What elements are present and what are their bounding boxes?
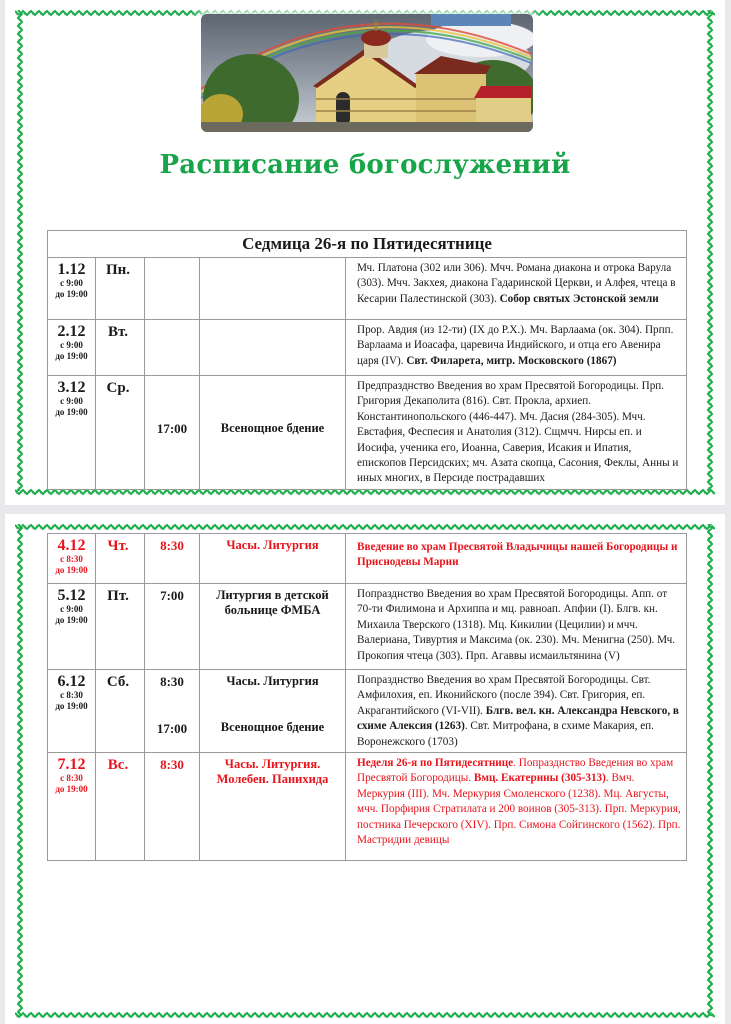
- weekday: Пт.: [96, 584, 145, 670]
- service-name: Всенощное бдение: [220, 720, 325, 734]
- date-cell: [48, 534, 96, 584]
- schedule-table-part-1: [47, 230, 687, 490]
- date: 5.12: [57, 587, 86, 604]
- service-time: 8:30: [160, 757, 184, 773]
- church-rainbow-photo: [201, 14, 533, 132]
- day-row: [48, 258, 687, 320]
- day-row: [48, 753, 687, 861]
- service-time-cell: [145, 534, 200, 584]
- hours-to: до 19:00: [55, 289, 88, 299]
- service-name-cell: [200, 534, 346, 584]
- saints-text: . Вмч. Меркурия (III). Мч. Меркурия Смоленского (1238). Мц. Августы, мчч. Порфирия Стратилата и 200 воинов (305-313). Прп. Меркурия, постника Печерского (XIV). Прп. Симона Сойгинского (1562). Прп. Мастридии девицы: [357, 772, 681, 847]
- hours-from: с 8:30: [60, 773, 83, 784]
- day-row: [48, 534, 687, 584]
- service-time-cell: [145, 376, 200, 490]
- hours-to: до 19:00: [55, 615, 88, 625]
- hours-to: до 19:00: [55, 701, 88, 711]
- date-cell: [48, 376, 96, 490]
- date: 2.12: [57, 323, 86, 340]
- saints-text: Введение во храм Пресвятой Владычицы нашей Богородицы и Приснодевы Марии: [357, 541, 678, 569]
- service-time: 17:00: [156, 721, 188, 736]
- decorative-border-right: [705, 10, 715, 491]
- date-cell: [48, 753, 96, 861]
- page-title: Расписание богослужений: [159, 150, 571, 180]
- saints-text: Попразднство Введения во храм Пресвятой Богородицы. Свт. Амфилохия, еп. Иконийского (после 394). Свт. Григория, еп. Акрагантийского (VI-VII).: [357, 674, 651, 717]
- date-cell: [48, 670, 96, 753]
- date: 1.12: [57, 261, 86, 278]
- hours-to: до 19:00: [55, 407, 88, 417]
- saints-commemorations: [346, 320, 687, 376]
- saints-text: Попразднство Введения во храм Пресвятой Богородицы. Апп. от 70-ти Филимона и Архиппа и мц. равноап. Апфии (I). Блгв. кн. Михаила Тверского (1318). Мц. Кикилии (Цецилии) и мчч. Валериана, Тивуртия и Максима (ок. 230). Мч. Менигна (250). Мч. Прокопия чтеца (303). Прп. Агаввы исмаильтянина (V): [357, 588, 676, 662]
- date-cell: [48, 258, 96, 320]
- weekday: Пн.: [96, 258, 145, 320]
- saints-text: Мч. Платона (302 или 306). Мчч. Романа диакона и отрока Варула (303). Мчч. Закхея, диакона Гадаринской Церкви, и Алфея, чтеца в Кесарии Палестинской (303).: [357, 262, 676, 305]
- date: 4.12: [57, 537, 86, 554]
- weekday: Чт.: [96, 534, 145, 584]
- hours-from: с 9:00: [60, 340, 83, 350]
- week-title: Седмица 26-я по Пятидесятнице: [48, 231, 687, 258]
- saints-commemorations: [346, 376, 687, 490]
- saints-text: Собор святых Эстонской земли: [499, 292, 659, 305]
- date-cell: [48, 320, 96, 376]
- service-time: 17:00: [156, 421, 188, 436]
- service-time: 8:30: [160, 674, 184, 689]
- service-time-cell: [145, 258, 200, 320]
- saints-text: Неделя 26-я по Пятидесятнице: [357, 757, 514, 770]
- day-row: [48, 584, 687, 670]
- decorative-border-right: [705, 524, 715, 1016]
- date: 7.12: [57, 756, 86, 774]
- service-name-cell: [200, 320, 346, 376]
- saints-text: Предпразднство Введения во храм Пресвятой Богородицы. Прп. Григория Декаполита (816). Свт. Прокла, архиеп. Константинопольского (446-447). Мч. Дасия (284-305). Мчч. Евстафия, Феспесия и Анатолия (312). Сщмчч. Нирсы еп. и Иосифа, ученика его, Иоанна, Саверия, Исакия и Ипатия, епископов Персидских; мч. Азата скопца, Сасония, Феклы, Анны и иных многих, в Персиде пострадавших: [357, 380, 679, 485]
- saints-text: . Попразднство Введения во храм Пресвятой Богородицы.: [357, 757, 674, 785]
- service-time-cell: [145, 753, 200, 861]
- day-row: [48, 670, 687, 753]
- weekday: Вт.: [96, 320, 145, 376]
- schedule-table-part-2: [47, 533, 687, 861]
- weekday: Ср.: [96, 376, 145, 490]
- saints-text: Блгв. вел. кн. Александра Невского, в схиме Алексия (1263): [357, 704, 679, 733]
- service-time-cell: [145, 670, 200, 753]
- saints-commemorations: [346, 584, 687, 670]
- hours-from: с 9:00: [60, 396, 83, 406]
- decorative-border-left: [15, 524, 25, 1016]
- date: 3.12: [57, 379, 86, 396]
- decorative-border-left: [15, 10, 25, 491]
- service-time: 7:00: [160, 588, 184, 603]
- service-name-cell: [200, 670, 346, 753]
- service-time: 8:30: [160, 538, 184, 553]
- hours-from: с 9:00: [60, 278, 83, 288]
- service-name-cell: [200, 584, 346, 670]
- saints-commemorations: [346, 753, 687, 861]
- service-time-cell: [145, 584, 200, 670]
- hours-to: до 19:00: [55, 351, 88, 361]
- date-cell: [48, 584, 96, 670]
- service-name: Часы. Литургия: [226, 674, 319, 688]
- day-row: [48, 376, 687, 490]
- decorative-border-top: [15, 522, 715, 532]
- hours-from: с 8:30: [60, 690, 83, 700]
- saints-commemorations: [346, 258, 687, 320]
- service-name-cell: [200, 258, 346, 320]
- service-name: Часы. Литургия: [226, 538, 319, 552]
- saints-text: Вмц. Екатерины (305-313): [473, 772, 606, 785]
- saints-text: . Свт. Митрофана, в схиме Макария, еп. Воронежского (1703): [357, 720, 654, 748]
- date: 6.12: [57, 673, 86, 690]
- day-row: [48, 320, 687, 376]
- saints-text: Прор. Авдия (из 12-ти) (IX до Р.Х.). Мч. Варлаама (ок. 304). Прпп. Варлаама и Иоасафа, царевича Индийского, и отца его Авенира царя (IV).: [357, 324, 674, 367]
- saints-text: Свт. Филарета, митр. Московского (1867): [406, 354, 617, 367]
- saints-commemorations: [346, 670, 687, 753]
- hours-from: с 8:30: [60, 554, 83, 564]
- weekday: Сб.: [96, 670, 145, 753]
- week-header-row: [48, 231, 687, 258]
- hours-to: до 19:00: [55, 565, 88, 575]
- saints-commemorations: [346, 534, 687, 584]
- service-name-cell: [200, 376, 346, 490]
- schedule-page-2: [5, 514, 725, 1024]
- service-time-cell: [145, 320, 200, 376]
- service-name-cell: [200, 753, 346, 861]
- weekday: Вс.: [96, 753, 145, 861]
- hours-to: до 19:00: [55, 784, 88, 795]
- service-name: Всенощное бдение: [220, 421, 325, 435]
- hours-from: с 9:00: [60, 604, 83, 614]
- service-name: Часы. Литургия. Молебен. Панихида: [216, 757, 329, 787]
- decorative-border-bottom: [15, 1010, 715, 1020]
- schedule-page-1: [5, 0, 725, 505]
- service-name: Литургия в детской больнице ФМБА: [216, 588, 329, 617]
